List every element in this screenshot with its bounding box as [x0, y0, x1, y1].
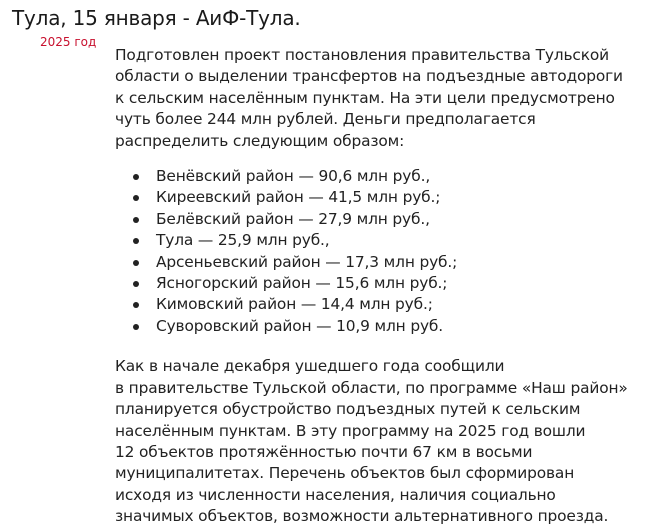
intro-line: к сельским населённым пунктам. На эти цели предусмотрено: [115, 88, 615, 107]
outro-line: муниципалитетах. Перечень объектов был сформирован: [115, 464, 575, 483]
bullet-icon: [133, 281, 139, 287]
bullet-icon: [133, 324, 139, 330]
outro-paragraph: [115, 356, 655, 527]
allocation-text: Тула — 25,9 млн руб.,: [156, 231, 330, 250]
outro-line: исходя из численности населения, наличия социально: [115, 485, 556, 504]
allocation-text: Венёвский район — 90,6 млн руб.,: [156, 167, 431, 186]
allocation-text: Кимовский район — 14,4 млн руб.;: [156, 295, 433, 314]
allocation-item: [133, 209, 655, 230]
allocation-list: [115, 166, 655, 337]
allocation-text: Ясногорский район — 15,6 млн руб.;: [156, 274, 448, 293]
outro-line: значимых объектов, возможности альтернативного проезда.: [115, 507, 609, 526]
bullet-icon: [133, 174, 139, 180]
intro-line: области о выделении трансфертов на подъездные автодороги: [115, 67, 623, 86]
article-body: [115, 45, 655, 528]
outro-line: населённым пунктам. В эту программу на 2025 год вошли: [115, 421, 586, 440]
allocation-text: Киреевский район — 41,5 млн руб.;: [156, 188, 441, 207]
intro-line: распределить следующим образом:: [115, 131, 405, 150]
year-tag: 2025 год: [40, 35, 97, 49]
allocation-item: [133, 187, 655, 208]
allocation-item: [133, 294, 655, 315]
allocation-text: Суворовский район — 10,9 млн руб.: [156, 316, 443, 335]
allocation-item: [133, 316, 655, 337]
bullet-icon: [133, 238, 139, 244]
allocation-text: Арсеньевский район — 17,3 млн руб.;: [156, 252, 458, 271]
article-headline: Тула, 15 января - АиФ-Тула.: [12, 6, 301, 30]
intro-paragraph: [115, 45, 655, 152]
allocation-item: [133, 166, 655, 187]
allocation-item: [133, 273, 655, 294]
allocation-item: [133, 252, 655, 273]
bullet-icon: [133, 195, 139, 201]
intro-line: чуть более 244 млн рублей. Деньги предполагается: [115, 110, 536, 129]
bullet-icon: [133, 260, 139, 266]
allocation-item: [133, 230, 655, 251]
allocation-text: Белёвский район — 27,9 млн руб.,: [156, 209, 430, 228]
outro-line: в правительстве Тульской области, по программе «Наш район»: [115, 378, 628, 397]
bullet-icon: [133, 217, 139, 223]
intro-line: Подготовлен проект постановления правительства Тульской: [115, 46, 609, 64]
bullet-icon: [133, 302, 139, 308]
outro-line: 12 объектов протяжённостью почти 67 км в восьми: [115, 442, 533, 461]
outro-line: планируется обустройство подъездных путей к сельским: [115, 400, 581, 419]
outro-line: Как в начале декабря ушедшего года сообщили: [115, 357, 505, 376]
